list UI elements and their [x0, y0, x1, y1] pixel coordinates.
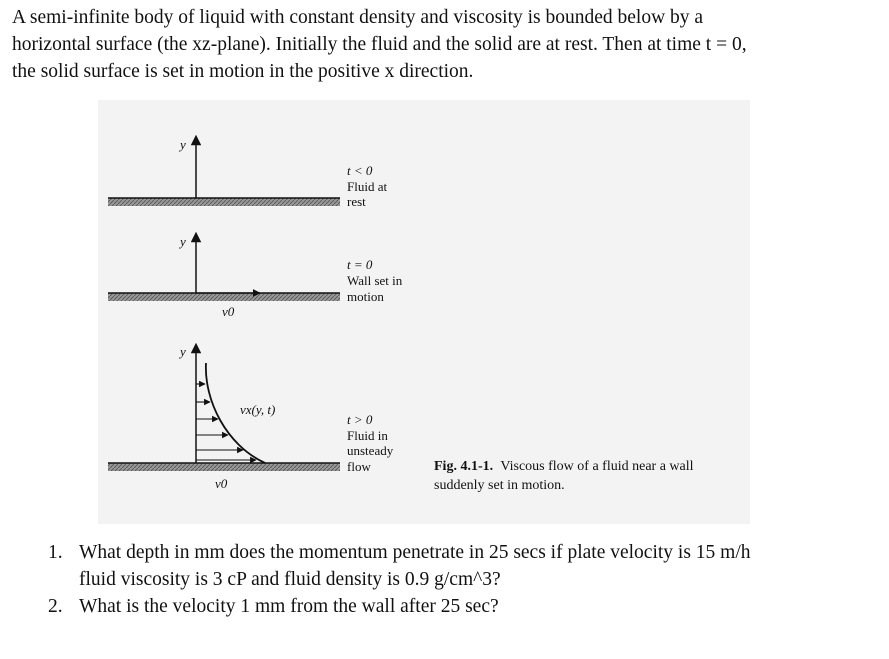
wall-velocity-label-1: v0	[222, 304, 235, 319]
state-desc-3b: unsteady	[347, 443, 394, 458]
velocity-profile-arrows	[196, 384, 256, 460]
question-text-line: fluid viscosity is 3 cP and fluid density is 0.9 g/cm^3?	[79, 569, 501, 590]
svg-text:t = 0 Wall set in	[347, 257, 406, 304]
svg-text:t > 0 Fluid in	[347, 412, 396, 474]
state-desc-1a: Fluid at	[347, 179, 388, 194]
svg-text:t < 0 Fluid at	[347, 163, 390, 209]
state-time-1: t < 0	[347, 163, 373, 178]
caption-label: Fig. 4.1-1.	[434, 459, 494, 474]
state-time-2: t = 0	[347, 257, 373, 272]
state-desc-3c: flow	[347, 459, 371, 474]
wall-velocity-label-2: v0	[215, 476, 228, 491]
y-axis-label-2: y	[180, 234, 186, 249]
y-axis-label-1: y	[180, 137, 186, 152]
intro-line-1: A semi-infinite body of liquid with constant density and viscosity is bounded below by a	[12, 7, 704, 28]
panel-fluid-at-rest	[108, 137, 390, 209]
state-desc-3a: Fluid in	[347, 428, 388, 443]
panel-wall-set-in-motion	[108, 234, 406, 319]
panel-unsteady-flow	[108, 344, 396, 491]
caption-text-2: suddenly set in motion.	[434, 478, 565, 493]
wall-surface-2	[108, 293, 340, 301]
wall-surface-3	[108, 463, 340, 471]
question-item	[48, 539, 878, 593]
question-item	[48, 593, 878, 620]
intro-line-3: the solid surface is set in motion in the positive x direction.	[12, 61, 474, 82]
question-number: 1.	[48, 542, 63, 563]
caption-text-1: Viscous flow of a fluid near a wall	[500, 459, 694, 474]
profile-label: vx(y, t)	[240, 402, 276, 417]
state-desc-2a: Wall set in	[347, 273, 403, 288]
flow-diagram	[98, 100, 750, 524]
flow-figure	[98, 100, 750, 524]
question-number: 2.	[48, 596, 63, 617]
question-text-line: What is the velocity 1 mm from the wall after 25 sec?	[79, 596, 499, 617]
question-list	[48, 539, 878, 620]
y-axis-label-3: y	[180, 344, 186, 359]
state-time-3: t > 0	[347, 412, 373, 427]
intro-line-2: horizontal surface (the xz-plane). Initially the fluid and the solid are at rest. Then at time t = 0,	[12, 34, 747, 55]
figure-caption	[434, 459, 697, 493]
state-desc-2b: motion	[347, 289, 384, 304]
wall-surface-1	[108, 198, 340, 206]
question-text-line: What depth in mm does the momentum penetrate in 25 secs if plate velocity is 15 m/h	[79, 542, 751, 563]
state-desc-1b: rest	[347, 194, 366, 209]
problem-statement	[12, 4, 872, 85]
